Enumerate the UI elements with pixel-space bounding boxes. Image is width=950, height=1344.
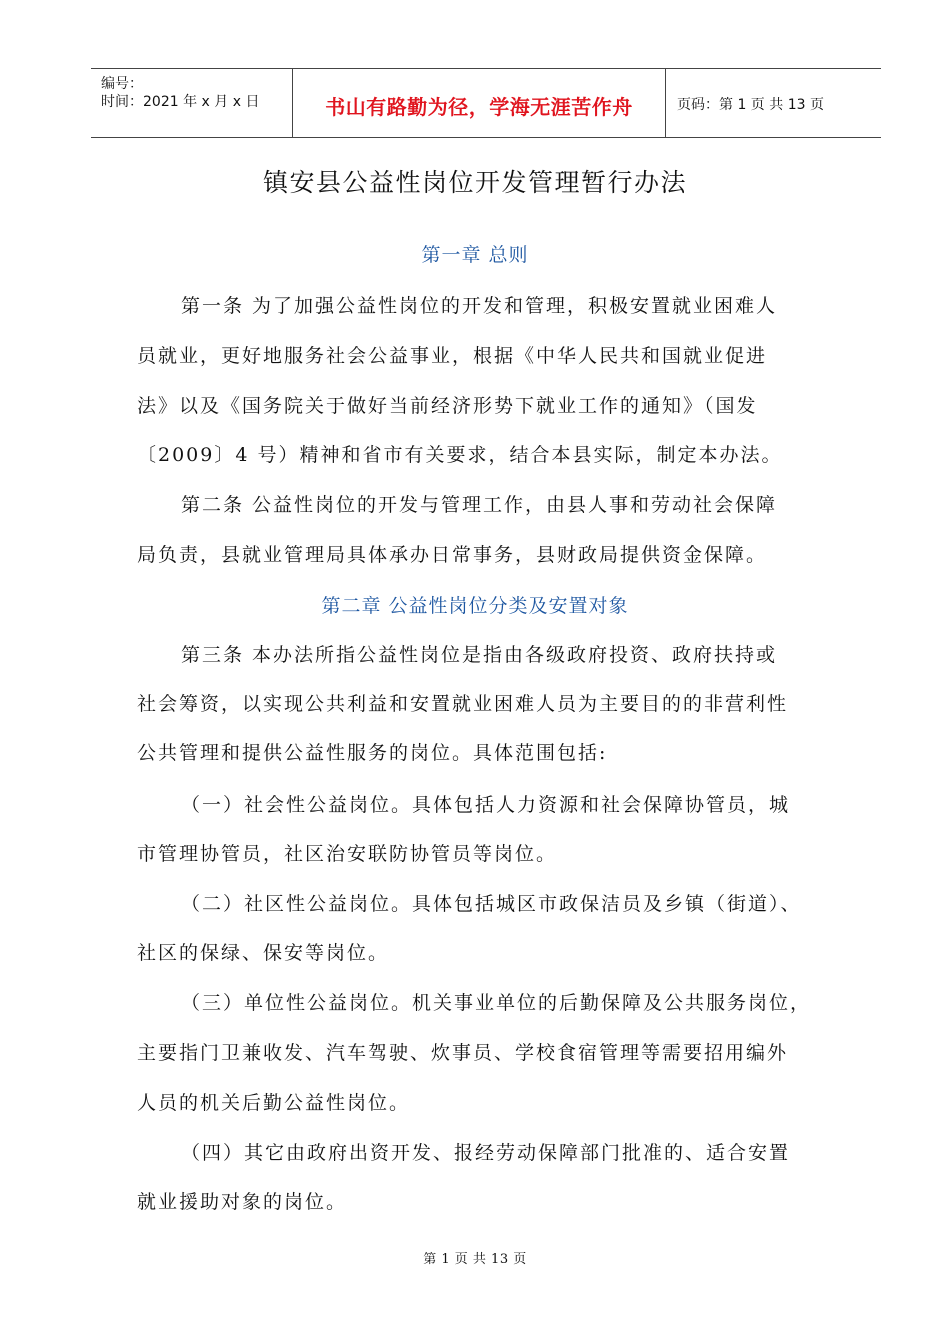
body-line: 公共管理和提供公益性服务的岗位。具体范围包括:	[137, 742, 608, 764]
chapter-heading-1: 第一章 总则	[421, 244, 529, 266]
body-line: （一）社会性公益岗位。具体包括人力资源和社会保障协管员，城	[181, 794, 791, 816]
header-page-cell	[666, 71, 881, 137]
page-footer: 第 1 页 共 13 页	[423, 1252, 527, 1267]
body-line: 就业援助对象的岗位。	[137, 1191, 348, 1213]
chapter-heading-2: 第二章 公益性岗位分类及安置对象	[321, 595, 629, 617]
body-line: 局负责，县就业管理局具体承办日常事务，县财政局提供资金保障。	[137, 544, 768, 566]
time-label: 时间：2021 年 x 月 x 日	[101, 94, 260, 110]
body-line: 第二条 公益性岗位的开发与管理工作，由县人事和劳动社会保障	[181, 494, 778, 516]
motto-text: 书山有路勤为径，学海无涯苦作舟	[325, 94, 633, 119]
document-title: 镇安县公益性岗位开发管理暂行办法	[262, 168, 687, 197]
number-label: 编号：	[101, 76, 143, 92]
body-line: （三）单位性公益岗位。机关事业单位的后勤保障及公共服务岗位，	[181, 992, 812, 1014]
body-line: 〔2009〕4 号）精神和省市有关要求，结合本县实际，制定本办法。	[137, 444, 783, 466]
body-line: （二）社区性公益岗位。具体包括城区市政保洁员及乡镇（街道）、	[181, 893, 802, 915]
body-line: 员就业，更好地服务社会公益事业，根据《中华人民共和国就业促进	[137, 345, 768, 367]
body-line: 市管理协管员，社区治安联防协管员等岗位。	[137, 843, 558, 865]
page-info: 页码：第 1 页 共 13 页	[677, 97, 824, 113]
body-line: 法》以及《国务院关于做好当前经济形势下就业工作的通知》（国发	[137, 395, 758, 417]
body-line: 人员的机关后勤公益性岗位。	[137, 1092, 411, 1114]
body-line: 第三条 本办法所指公益性岗位是指由各级政府投资、政府扶持或	[181, 644, 778, 666]
body-line: 社会筹资，以实现公共利益和安置就业困难人员为主要目的的非营利性	[137, 693, 789, 715]
body-line: （四）其它由政府出资开发、报经劳动保障部门批准的、适合安置	[181, 1142, 791, 1164]
header-meta-cell	[91, 69, 293, 137]
header-table	[91, 68, 881, 138]
header-motto-cell	[293, 69, 666, 137]
body-line: 社区的保绿、保安等岗位。	[137, 942, 390, 964]
body-line: 主要指门卫兼收发、汽车驾驶、炊事员、学校食宿管理等需要招用编外	[137, 1042, 789, 1064]
body-line: 第一条 为了加强公益性岗位的开发和管理，积极安置就业困难人	[181, 295, 778, 317]
